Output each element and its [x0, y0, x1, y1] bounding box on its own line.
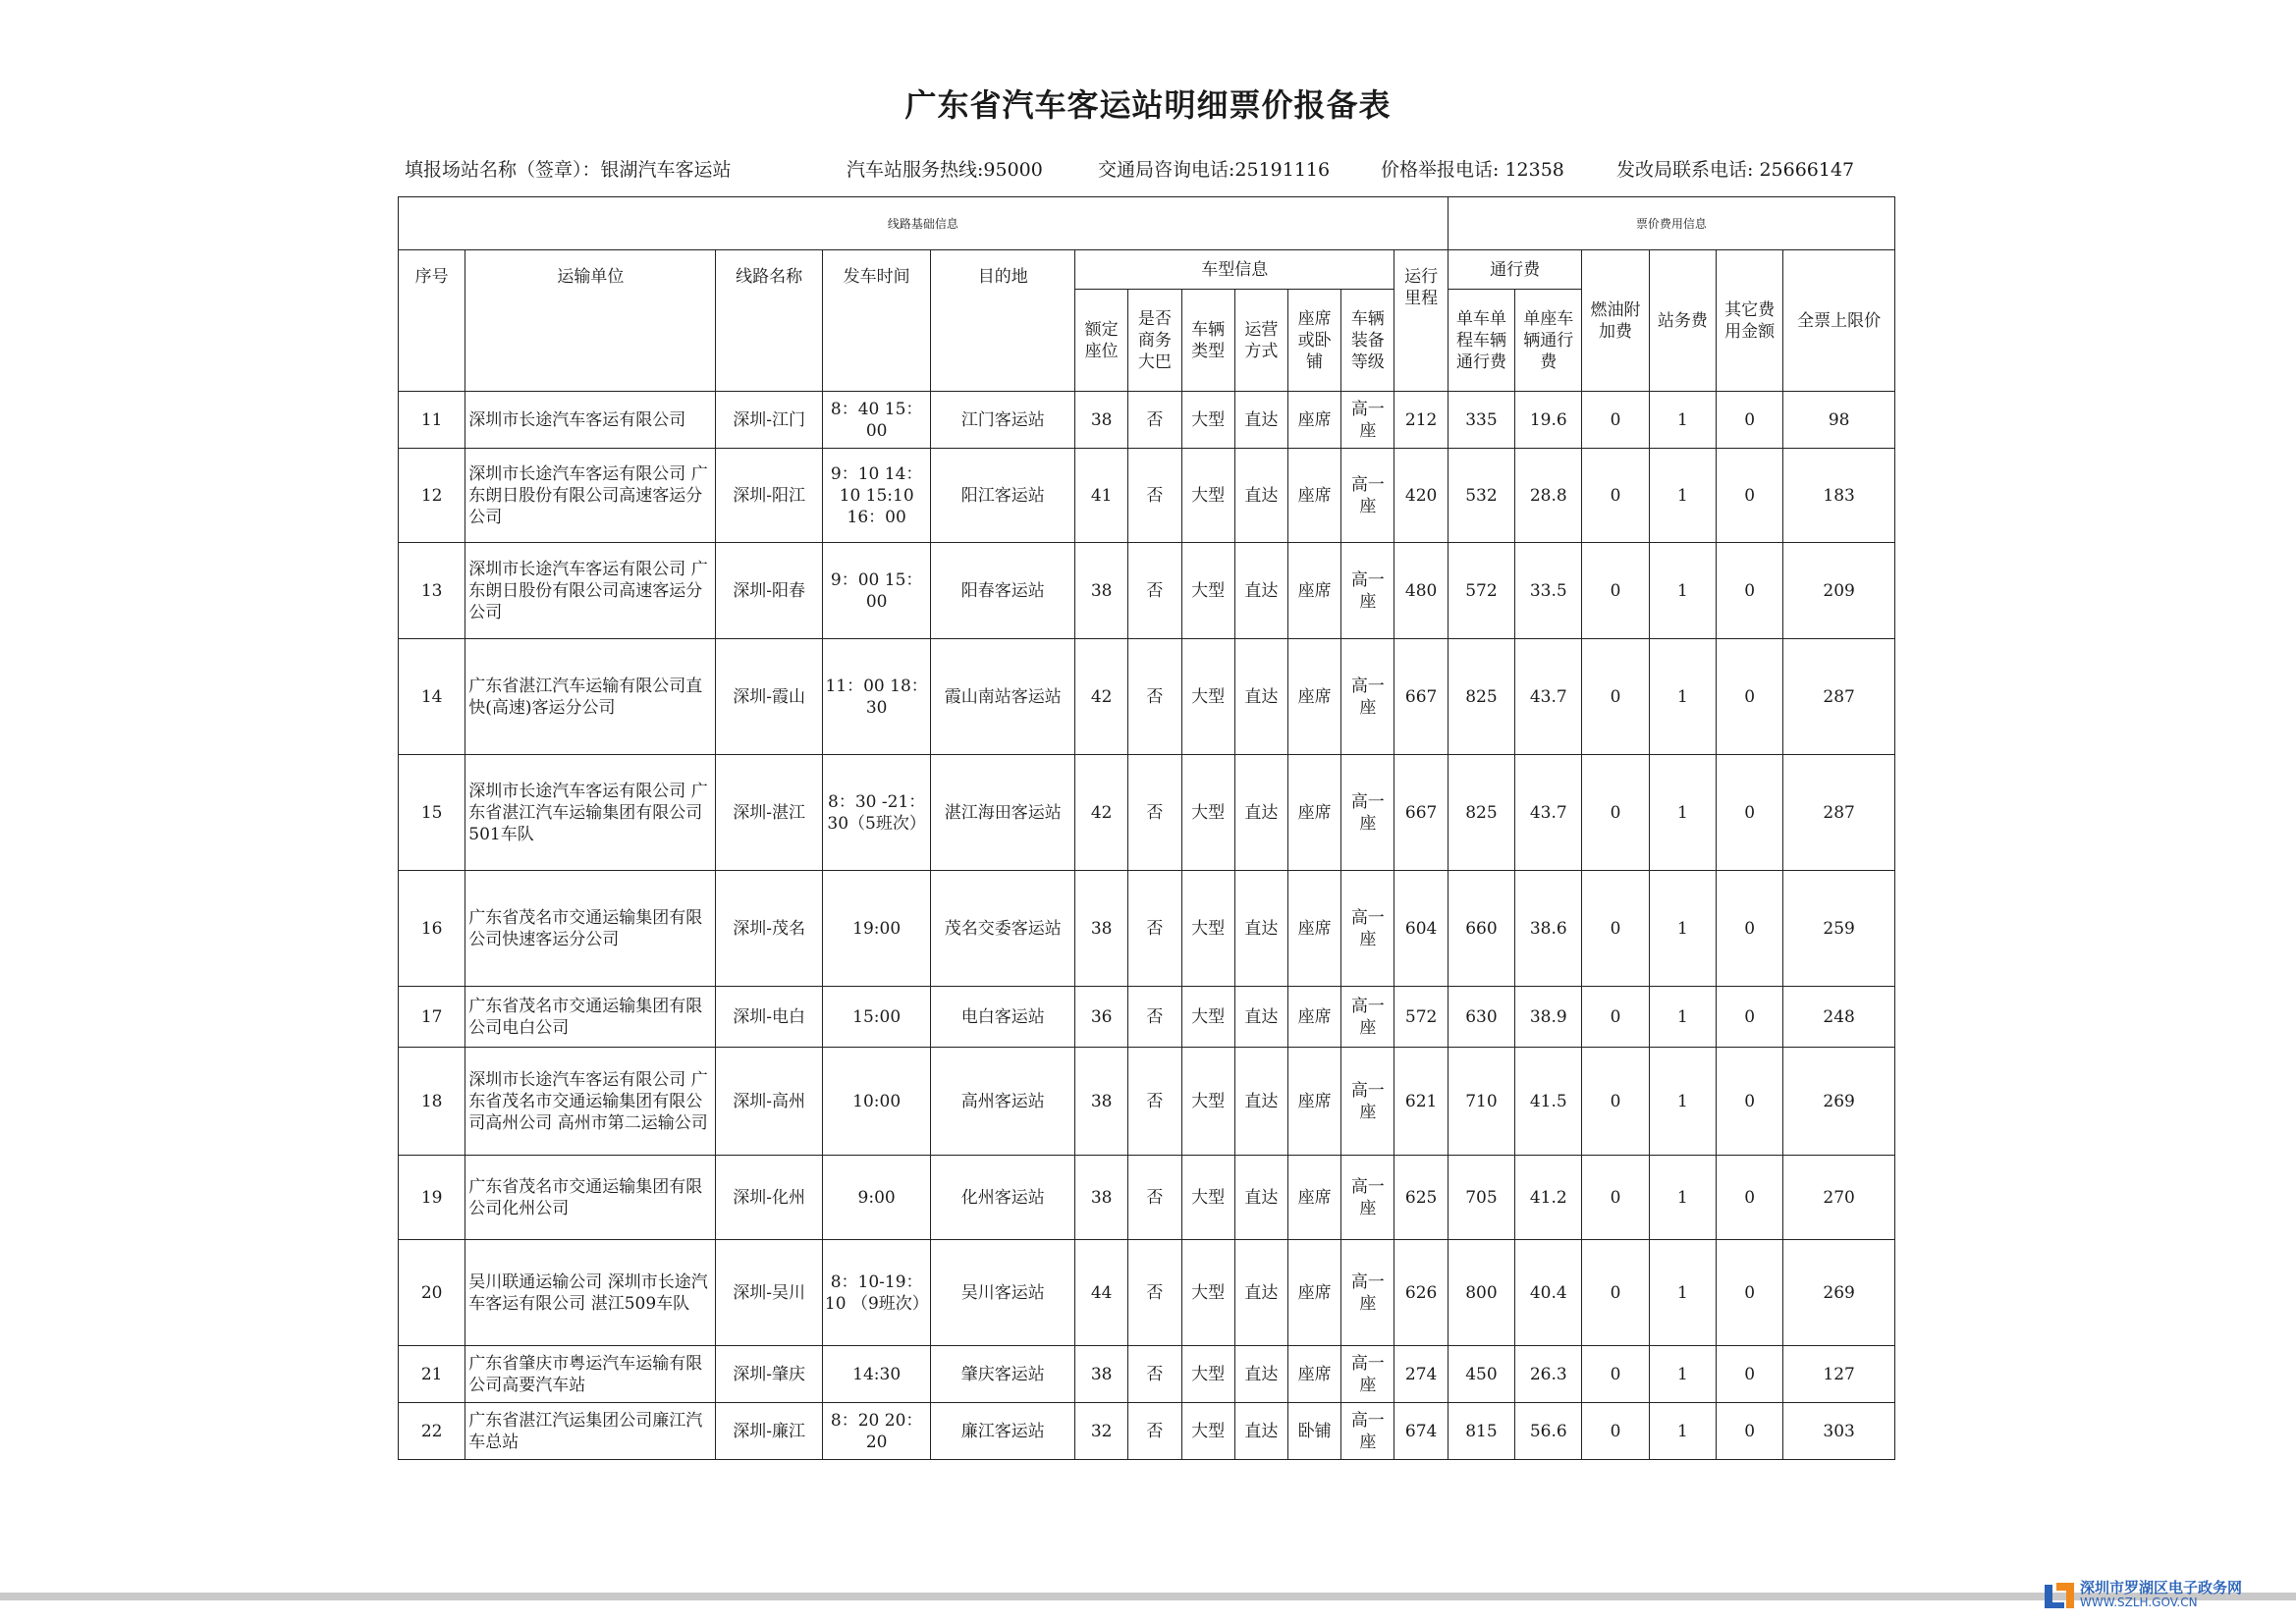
toll-header: 通行费 [1448, 250, 1582, 290]
cell-depart: 11：00 18：30 [822, 639, 930, 755]
cell-route: 深圳-霞山 [716, 639, 822, 755]
cell-station-fee: 1 [1649, 1156, 1716, 1240]
table-row [399, 1403, 1895, 1460]
cell-business: 否 [1128, 1403, 1181, 1460]
cell-grade: 高一座 [1341, 1048, 1394, 1156]
table-row [399, 1346, 1895, 1403]
cell-business: 否 [1128, 1048, 1181, 1156]
cell-grade: 高一座 [1341, 987, 1394, 1048]
cell-toll-vehicle: 710 [1448, 1048, 1514, 1156]
cell-mode: 直达 [1234, 871, 1287, 987]
cell-mileage: 480 [1394, 543, 1448, 639]
cell-other: 0 [1717, 1048, 1783, 1156]
cell-business: 否 [1128, 543, 1181, 639]
cell-depart: 8：20 20：20 [822, 1403, 930, 1460]
logo-mark-icon [2043, 1579, 2076, 1612]
cell-cap: 98 [1783, 392, 1895, 449]
fare-info-header: 票价费用信息 [1448, 197, 1894, 250]
dest-header: 目的地 [931, 250, 1075, 392]
cell-toll-vehicle: 450 [1448, 1346, 1514, 1403]
cell-grade: 高一座 [1341, 543, 1394, 639]
cell-berth: 座席 [1287, 1240, 1340, 1346]
cell-seq: 22 [399, 1403, 465, 1460]
cell-depart: 8：30 -21：30（5班次） [822, 755, 930, 871]
cell-station-fee: 1 [1649, 755, 1716, 871]
cell-dest: 廉江客运站 [931, 1403, 1075, 1460]
cell-seq: 20 [399, 1240, 465, 1346]
route-info-header: 线路基础信息 [399, 197, 1449, 250]
cell-mileage: 604 [1394, 871, 1448, 987]
cell-dest: 霞山南站客运站 [931, 639, 1075, 755]
page-title: 广东省汽车客运站明细票价报备表 [904, 86, 1392, 124]
cell-seq: 21 [399, 1346, 465, 1403]
cell-depart: 8：40 15：00 [822, 392, 930, 449]
depart-header: 发车时间 [822, 250, 930, 392]
cell-mileage: 667 [1394, 755, 1448, 871]
berth-header: 座席或卧铺 [1287, 290, 1340, 392]
cell-business: 否 [1128, 1240, 1181, 1346]
cell-station-fee: 1 [1649, 1240, 1716, 1346]
unit-header: 运输单位 [465, 250, 716, 392]
cell-other: 0 [1717, 987, 1783, 1048]
cell-unit: 广东省湛江汽车运输有限公司直快(高速)客运分公司 [465, 639, 716, 755]
cell-fuel: 0 [1582, 1240, 1649, 1346]
cell-seats: 32 [1075, 1403, 1128, 1460]
cell-toll-seat: 38.9 [1515, 987, 1582, 1048]
cell-seq: 13 [399, 543, 465, 639]
cell-seq: 19 [399, 1156, 465, 1240]
cell-vtype: 大型 [1181, 1240, 1234, 1346]
logo-text: 深圳市罗湖区电子政务网 [2080, 1579, 2243, 1596]
cell-fuel: 0 [1582, 1156, 1649, 1240]
station-hotline: 汽车站服务热线:95000 [847, 159, 1043, 181]
cell-dest: 吴川客运站 [931, 1240, 1075, 1346]
cell-toll-seat: 33.5 [1515, 543, 1582, 639]
cell-depart: 9:00 [822, 1156, 930, 1240]
cell-berth: 座席 [1287, 392, 1340, 449]
cell-vtype: 大型 [1181, 871, 1234, 987]
cell-station-fee: 1 [1649, 1048, 1716, 1156]
cell-grade: 高一座 [1341, 1240, 1394, 1346]
cell-mileage: 626 [1394, 1240, 1448, 1346]
cell-toll-seat: 43.7 [1515, 639, 1582, 755]
cell-business: 否 [1128, 1346, 1181, 1403]
cell-station-fee: 1 [1649, 871, 1716, 987]
cap-header: 全票上限价 [1783, 250, 1895, 392]
table-row [399, 449, 1895, 543]
station-name: 填报场站名称（签章）：银湖汽车客运站 [405, 159, 732, 181]
cell-berth: 座席 [1287, 543, 1340, 639]
cell-mode: 直达 [1234, 392, 1287, 449]
toll-seat-header: 单座车辆通行费 [1515, 290, 1582, 392]
cell-mileage: 420 [1394, 449, 1448, 543]
cell-cap: 248 [1783, 987, 1895, 1048]
cell-toll-vehicle: 825 [1448, 639, 1514, 755]
cell-business: 否 [1128, 392, 1181, 449]
cell-fuel: 0 [1582, 449, 1649, 543]
cell-mode: 直达 [1234, 987, 1287, 1048]
table-row [399, 392, 1895, 449]
cell-mode: 直达 [1234, 543, 1287, 639]
cell-unit: 广东省茂名市交通运输集团有限公司快速客运分公司 [465, 871, 716, 987]
cell-cap: 209 [1783, 543, 1895, 639]
cell-depart: 14:30 [822, 1346, 930, 1403]
cell-mileage: 674 [1394, 1403, 1448, 1460]
cell-depart: 8：10-19：10 （9班次） [822, 1240, 930, 1346]
cell-dest: 湛江海田客运站 [931, 755, 1075, 871]
cell-other: 0 [1717, 392, 1783, 449]
cell-seq: 14 [399, 639, 465, 755]
cell-route: 深圳-江门 [716, 392, 822, 449]
price-report-phone: 价格举报电话: 12358 [1381, 159, 1564, 181]
cell-berth: 座席 [1287, 1156, 1340, 1240]
cell-route: 深圳-廉江 [716, 1403, 822, 1460]
cell-fuel: 0 [1582, 987, 1649, 1048]
cell-business: 否 [1128, 1156, 1181, 1240]
cell-route: 深圳-阳江 [716, 449, 822, 543]
cell-mode: 直达 [1234, 1240, 1287, 1346]
cell-vtype: 大型 [1181, 639, 1234, 755]
cell-unit: 深圳市长途汽车客运有限公司 广东朗日股份有限公司高速客运分公司 [465, 543, 716, 639]
cell-mileage: 625 [1394, 1156, 1448, 1240]
cell-unit: 深圳市长途汽车客运有限公司 [465, 392, 716, 449]
cell-grade: 高一座 [1341, 1156, 1394, 1240]
cell-mileage: 667 [1394, 639, 1448, 755]
cell-station-fee: 1 [1649, 1403, 1716, 1460]
cell-unit: 吴川联通运输公司 深圳市长途汽车客运有限公司 湛江509车队 [465, 1240, 716, 1346]
cell-seats: 42 [1075, 639, 1128, 755]
cell-seats: 36 [1075, 987, 1128, 1048]
cell-mode: 直达 [1234, 755, 1287, 871]
mileage-header: 运行里程 [1394, 250, 1448, 392]
cell-toll-vehicle: 800 [1448, 1240, 1514, 1346]
cell-other: 0 [1717, 871, 1783, 987]
cell-other: 0 [1717, 1346, 1783, 1403]
cell-unit: 广东省湛江汽运集团公司廉江汽车总站 [465, 1403, 716, 1460]
cell-other: 0 [1717, 543, 1783, 639]
cell-seq: 16 [399, 871, 465, 987]
cell-grade: 高一座 [1341, 1403, 1394, 1460]
scan-edge [0, 1593, 2296, 1600]
cell-depart: 19:00 [822, 871, 930, 987]
cell-toll-seat: 19.6 [1515, 392, 1582, 449]
cell-toll-vehicle: 815 [1448, 1403, 1514, 1460]
cell-business: 否 [1128, 755, 1181, 871]
cell-fuel: 0 [1582, 1403, 1649, 1460]
cell-toll-vehicle: 572 [1448, 543, 1514, 639]
cell-fuel: 0 [1582, 392, 1649, 449]
cell-seq: 12 [399, 449, 465, 543]
cell-depart: 10:00 [822, 1048, 930, 1156]
cell-dest: 高州客运站 [931, 1048, 1075, 1156]
cell-cap: 303 [1783, 1403, 1895, 1460]
cell-vtype: 大型 [1181, 543, 1234, 639]
vtype-header: 车辆类型 [1181, 290, 1234, 392]
cell-unit: 深圳市长途汽车客运有限公司 广东朗日股份有限公司高速客运分公司 [465, 449, 716, 543]
cell-unit: 广东省肇庆市粤运汽车运输有限公司高要汽车站 [465, 1346, 716, 1403]
cell-mileage: 212 [1394, 392, 1448, 449]
cell-berth: 卧铺 [1287, 1403, 1340, 1460]
cell-cap: 259 [1783, 871, 1895, 987]
cell-toll-seat: 41.2 [1515, 1156, 1582, 1240]
cell-toll-vehicle: 532 [1448, 449, 1514, 543]
table-row [399, 543, 1895, 639]
cell-dest: 茂名交委客运站 [931, 871, 1075, 987]
cell-station-fee: 1 [1649, 449, 1716, 543]
cell-other: 0 [1717, 1156, 1783, 1240]
cell-cap: 270 [1783, 1156, 1895, 1240]
cell-berth: 座席 [1287, 449, 1340, 543]
cell-other: 0 [1717, 449, 1783, 543]
table-row [399, 1156, 1895, 1240]
cell-mode: 直达 [1234, 1156, 1287, 1240]
cell-seq: 11 [399, 392, 465, 449]
cell-dest: 阳春客运站 [931, 543, 1075, 639]
cell-route: 深圳-高州 [716, 1048, 822, 1156]
toll-vehicle-header: 单车单程车辆通行费 [1448, 290, 1514, 392]
table-row [399, 1048, 1895, 1156]
cell-toll-seat: 41.5 [1515, 1048, 1582, 1156]
cell-vtype: 大型 [1181, 392, 1234, 449]
cell-vtype: 大型 [1181, 449, 1234, 543]
cell-cap: 127 [1783, 1346, 1895, 1403]
cell-mileage: 274 [1394, 1346, 1448, 1403]
cell-route: 深圳-肇庆 [716, 1346, 822, 1403]
cell-toll-seat: 43.7 [1515, 755, 1582, 871]
cell-berth: 座席 [1287, 987, 1340, 1048]
vehicle-info-header: 车型信息 [1075, 250, 1394, 290]
cell-vtype: 大型 [1181, 1403, 1234, 1460]
cell-dest: 肇庆客运站 [931, 1346, 1075, 1403]
cell-grade: 高一座 [1341, 449, 1394, 543]
cell-dest: 阳江客运站 [931, 449, 1075, 543]
table-row [399, 987, 1895, 1048]
cell-business: 否 [1128, 449, 1181, 543]
cell-dest: 化州客运站 [931, 1156, 1075, 1240]
fare-table [398, 196, 1895, 1460]
cell-unit: 广东省茂名市交通运输集团有限公司化州公司 [465, 1156, 716, 1240]
cell-vtype: 大型 [1181, 755, 1234, 871]
cell-grade: 高一座 [1341, 1346, 1394, 1403]
cell-route: 深圳-阳春 [716, 543, 822, 639]
station-fee-header: 站务费 [1649, 250, 1716, 392]
cell-mileage: 621 [1394, 1048, 1448, 1156]
cell-seq: 17 [399, 987, 465, 1048]
cell-mode: 直达 [1234, 449, 1287, 543]
business-header: 是否商务大巴 [1128, 290, 1181, 392]
cell-seats: 44 [1075, 1240, 1128, 1346]
cell-vtype: 大型 [1181, 987, 1234, 1048]
cell-grade: 高一座 [1341, 871, 1394, 987]
cell-cap: 183 [1783, 449, 1895, 543]
cell-seats: 38 [1075, 1156, 1128, 1240]
fuel-header: 燃油附加费 [1582, 250, 1649, 392]
cell-cap: 287 [1783, 639, 1895, 755]
logo-url: WWW.SZLH.GOV.CN [2080, 1596, 2198, 1609]
cell-mileage: 572 [1394, 987, 1448, 1048]
cell-vtype: 大型 [1181, 1048, 1234, 1156]
cell-fuel: 0 [1582, 1048, 1649, 1156]
cell-route: 深圳-吴川 [716, 1240, 822, 1346]
cell-other: 0 [1717, 1403, 1783, 1460]
cell-toll-seat: 40.4 [1515, 1240, 1582, 1346]
cell-station-fee: 1 [1649, 639, 1716, 755]
cell-seq: 15 [399, 755, 465, 871]
table-row [399, 755, 1895, 871]
cell-other: 0 [1717, 755, 1783, 871]
cell-route: 深圳-茂名 [716, 871, 822, 987]
cell-mode: 直达 [1234, 1346, 1287, 1403]
cell-station-fee: 1 [1649, 1346, 1716, 1403]
cell-toll-vehicle: 630 [1448, 987, 1514, 1048]
ndrc-phone: 发改局联系电话: 25666147 [1616, 159, 1855, 181]
cell-cap: 269 [1783, 1048, 1895, 1156]
table-row [399, 639, 1895, 755]
cell-other: 0 [1717, 1240, 1783, 1346]
cell-depart: 15:00 [822, 987, 930, 1048]
table-row [399, 1240, 1895, 1346]
cell-toll-vehicle: 825 [1448, 755, 1514, 871]
cell-unit: 深圳市长途汽车客运有限公司 广东省湛江汽车运输集团有限公司501车队 [465, 755, 716, 871]
other-fee-header: 其它费用金额 [1717, 250, 1783, 392]
cell-unit: 深圳市长途汽车客运有限公司 广东省茂名市交通运输集团有限公司高州公司 高州市第二运输公司 [465, 1048, 716, 1156]
cell-berth: 座席 [1287, 639, 1340, 755]
cell-fuel: 0 [1582, 543, 1649, 639]
cell-seats: 38 [1075, 1048, 1128, 1156]
table-row [399, 871, 1895, 987]
cell-seats: 38 [1075, 871, 1128, 987]
cell-toll-vehicle: 335 [1448, 392, 1514, 449]
cell-toll-seat: 26.3 [1515, 1346, 1582, 1403]
site-logo [2043, 1577, 2269, 1616]
cell-fuel: 0 [1582, 755, 1649, 871]
mode-header: 运营方式 [1234, 290, 1287, 392]
cell-station-fee: 1 [1649, 543, 1716, 639]
cell-grade: 高一座 [1341, 639, 1394, 755]
seats-header: 额定座位 [1075, 290, 1128, 392]
cell-seats: 38 [1075, 543, 1128, 639]
cell-cap: 269 [1783, 1240, 1895, 1346]
cell-route: 深圳-化州 [716, 1156, 822, 1240]
cell-seats: 38 [1075, 392, 1128, 449]
seq-header: 序号 [399, 250, 465, 392]
cell-seats: 41 [1075, 449, 1128, 543]
cell-mode: 直达 [1234, 639, 1287, 755]
cell-seats: 38 [1075, 1346, 1128, 1403]
cell-unit: 广东省茂名市交通运输集团有限公司电白公司 [465, 987, 716, 1048]
cell-fuel: 0 [1582, 639, 1649, 755]
cell-berth: 座席 [1287, 1346, 1340, 1403]
cell-berth: 座席 [1287, 871, 1340, 987]
cell-seq: 18 [399, 1048, 465, 1156]
cell-mode: 直达 [1234, 1048, 1287, 1156]
cell-vtype: 大型 [1181, 1346, 1234, 1403]
cell-mode: 直达 [1234, 1403, 1287, 1460]
cell-berth: 座席 [1287, 1048, 1340, 1156]
cell-dest: 江门客运站 [931, 392, 1075, 449]
cell-toll-seat: 28.8 [1515, 449, 1582, 543]
cell-depart: 9：10 14：10 15:10 16：00 [822, 449, 930, 543]
cell-business: 否 [1128, 639, 1181, 755]
cell-dest: 电白客运站 [931, 987, 1075, 1048]
cell-other: 0 [1717, 639, 1783, 755]
transport-phone: 交通局咨询电话:25191116 [1098, 159, 1331, 181]
cell-vtype: 大型 [1181, 1156, 1234, 1240]
cell-route: 深圳-电白 [716, 987, 822, 1048]
cell-grade: 高一座 [1341, 392, 1394, 449]
grade-header: 车辆装备等级 [1341, 290, 1394, 392]
cell-fuel: 0 [1582, 1346, 1649, 1403]
cell-business: 否 [1128, 987, 1181, 1048]
route-header: 线路名称 [716, 250, 822, 392]
cell-station-fee: 1 [1649, 987, 1716, 1048]
cell-seats: 42 [1075, 755, 1128, 871]
cell-toll-vehicle: 705 [1448, 1156, 1514, 1240]
cell-toll-seat: 38.6 [1515, 871, 1582, 987]
cell-toll-seat: 56.6 [1515, 1403, 1582, 1460]
cell-berth: 座席 [1287, 755, 1340, 871]
cell-station-fee: 1 [1649, 392, 1716, 449]
cell-grade: 高一座 [1341, 755, 1394, 871]
cell-cap: 287 [1783, 755, 1895, 871]
cell-fuel: 0 [1582, 871, 1649, 987]
cell-toll-vehicle: 660 [1448, 871, 1514, 987]
cell-business: 否 [1128, 871, 1181, 987]
cell-route: 深圳-湛江 [716, 755, 822, 871]
cell-depart: 9：00 15：00 [822, 543, 930, 639]
